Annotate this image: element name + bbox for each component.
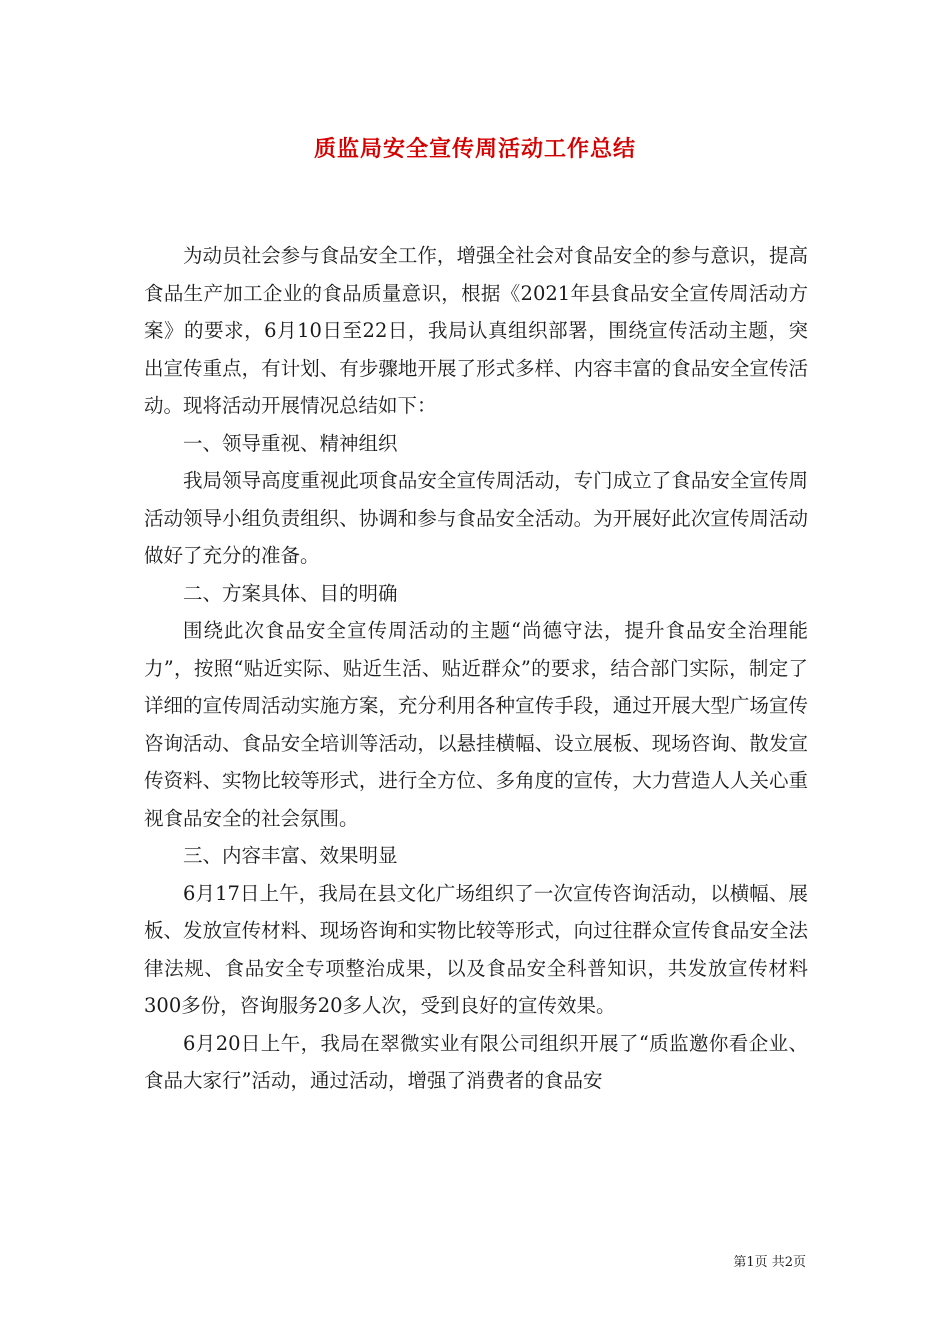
document-body xyxy=(144,237,808,1100)
page-number: 第1页 共2页 xyxy=(733,1255,806,1270)
section-heading-3: 三、内容丰富、效果明显 xyxy=(183,844,398,867)
document-title: 质监局安全宣传周活动工作总结 xyxy=(313,136,636,162)
section-3-paragraph-1: 6月17日上午，我局在县文化广场组织了一次宣传咨询活动，以横幅、展板、发放宣传材料、现场咨询和实物比较等形式，向过往群众宣传食品安全法律法规、食品安全专项整治成果，以及食品安全科普知识，共发放宣传材料300多份，咨询服务20多人次，受到良好的宣传效果。 xyxy=(144,881,808,1017)
section-heading-2: 二、方案具体、目的明确 xyxy=(183,581,398,605)
intro-paragraph: 为动员社会参与食品安全工作，增强全社会对食品安全的参与意识，提高食品生产加工企业的食品质量意识，根据《2021年县食品安全宣传周活动方案》的要求，6月10日至22日，我局认真组织部署，围绕宣传活动主题，突出宣传重点，有计划、有步骤地开展了形式多样、内容丰富的食品安全宣传活动。现将活动开展情况总结如下： xyxy=(144,244,808,417)
section-3-paragraph-2: 6月20日上午，我局在翠微实业有限公司组织开展了“质监邀你看企业、食品大家行”活动，通过活动，增强了消费者的食品安 xyxy=(144,1031,808,1092)
section-heading-1: 一、领导重视、精神组织 xyxy=(183,431,398,455)
section-1-paragraph: 我局领导高度重视此项食品安全宣传周活动，专门成立了食品安全宣传周活动领导小组负责组织、协调和参与食品安全活动。为开展好此次宣传周活动做好了充分的准备。 xyxy=(144,469,808,567)
section-2-paragraph: 围绕此次食品安全宣传周活动的主题“尚德守法，提升食品安全治理能力”，按照“贴近实际、贴近生活、贴近群众”的要求，结合部门实际，制定了详细的宣传周活动实施方案，充分利用各种宣传手段，通过开展大型广场宣传咨询活动、食品安全培训等活动，以悬挂横幅、设立展板、现场咨询、散发宣传资料、实物比较等形式，进行全方位、多角度的宣传，大力营造人人关心重视食品安全的社会氛围。 xyxy=(144,619,808,830)
